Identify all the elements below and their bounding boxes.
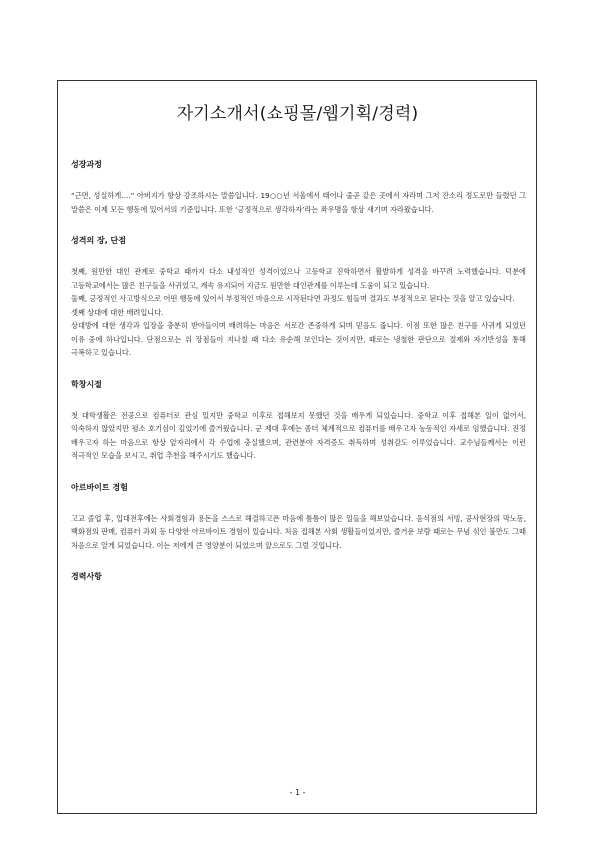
paragraph: 첫째, 원만한 대인 관계로 중학교 때까지 다소 내성적인 성격이었으나 고등학교 진학하면서 활발하게 성격을 바꾸려 노력했습니다. 덕분에 고등학교에서는 많은 친구들을 사귀었고, 계속 유지되어 지금도 원만한 대인관계를 이루는데 도움이 되고 있습니다. xyxy=(71,267,526,290)
document-body xyxy=(71,160,526,582)
section-part-time-experience xyxy=(71,483,526,553)
section-heading: 아르바이트 경험 xyxy=(71,482,128,492)
page-number: - 1 - xyxy=(289,788,306,797)
section-heading: 학창시절 xyxy=(71,379,102,389)
paragraph: 셋째 상대에 대한 배려입니다. xyxy=(71,307,164,317)
section-body xyxy=(71,265,526,360)
section-heading: 성장과정 xyxy=(71,160,102,169)
section-school-days xyxy=(71,380,526,463)
section-body xyxy=(71,189,526,216)
section-body xyxy=(71,512,526,553)
paragraph: 고교 졸업 후, 입대전후에는 사회경험과 용돈을 스스로 해결하고픈 마음에 틈틈이 많은 일들을 해보았습니다. 음식점의 서빙, 공사현장의 막노동, 백화점의 판매, 컴퓨터 과외 등 다양한 아르바이트 경험이 있습니다. 처음 접해본 사회 생활들이었지만, 즐거운 보람 때로는 무념 섞인 불만도 그때 처음으로 알게 되었습니다. 이는 저에게 큰 영양분이 되었으며 앞으로도 그럴 것입니다. xyxy=(71,513,526,550)
section-career xyxy=(71,572,526,582)
paragraph: “근면, 성실하게….” 아버지가 항상 강조하시는 말씀입니다. 19○○년 서울에서 태어나 줄곧 같은 곳에서 자라며 그저 잔소리 정도로만 들렸던 그 말씀은 이제 모든 행동에 있어서의 기준입니다. 또한 ‘긍정적으로 생각하자’라는 좌우명을 항상 새기며 자라왔습니다. xyxy=(71,191,526,214)
section-personality xyxy=(71,236,526,360)
paragraph: 첫 대학생활은 전공으로 컴퓨터로 관심 있지만 중학교 이후로 접해보지 못했던 것을 배우게 되었습니다. 중학교 이후 접해본 일이 없어서, 익숙하지 않았지만 평소 호기심이 깊었기에 즐거웠습니다. 군 제대 후에는 좀더 체계적으로 컴퓨터를 배우고자 능동적인 자세로 임했습니다. 진정 배우고자 하는 마음으로 항상 앞자리에서 각 수업에 충실했으며, 관련분야 자격증도 취득하며 성취감도 이루었습니다. 교수님들께서는 이런 적극적인 모습을 보시고, 취업 추천을 해주시기도 했습니다. xyxy=(71,410,526,460)
section-heading: 성격의 장, 단점 xyxy=(71,236,126,245)
document-title: 자기소개서(쇼핑몰/웹기획/경력) xyxy=(176,104,419,124)
paragraph: 상대방에 대한 생각과 입장을 충분히 받아들이며 배려하는 마음은 서로간 존중하게 되며 믿음도 줍니다. 이점 또한 많은 친구를 사귀게 되었던 이유 중에 하나입니다. 단점으로는 위 장점들이 지나칠 때 다소 유순해 보인다는 것이지만, 때로는 냉철한 판단으로 절제와 자기반성을 통해 극복하고 있습니다. xyxy=(71,321,526,357)
paragraph: 둘째, 긍정적인 사고방식으로 어떤 행동에 있어서 부정적인 마음으로 시작된다면 과정도 힘들며 결과도 부정적으로 된다는 것을 알고 있습니다. xyxy=(71,294,515,303)
section-body xyxy=(71,409,526,463)
section-heading: 경력사항 xyxy=(71,572,102,581)
section-growth xyxy=(71,160,526,216)
